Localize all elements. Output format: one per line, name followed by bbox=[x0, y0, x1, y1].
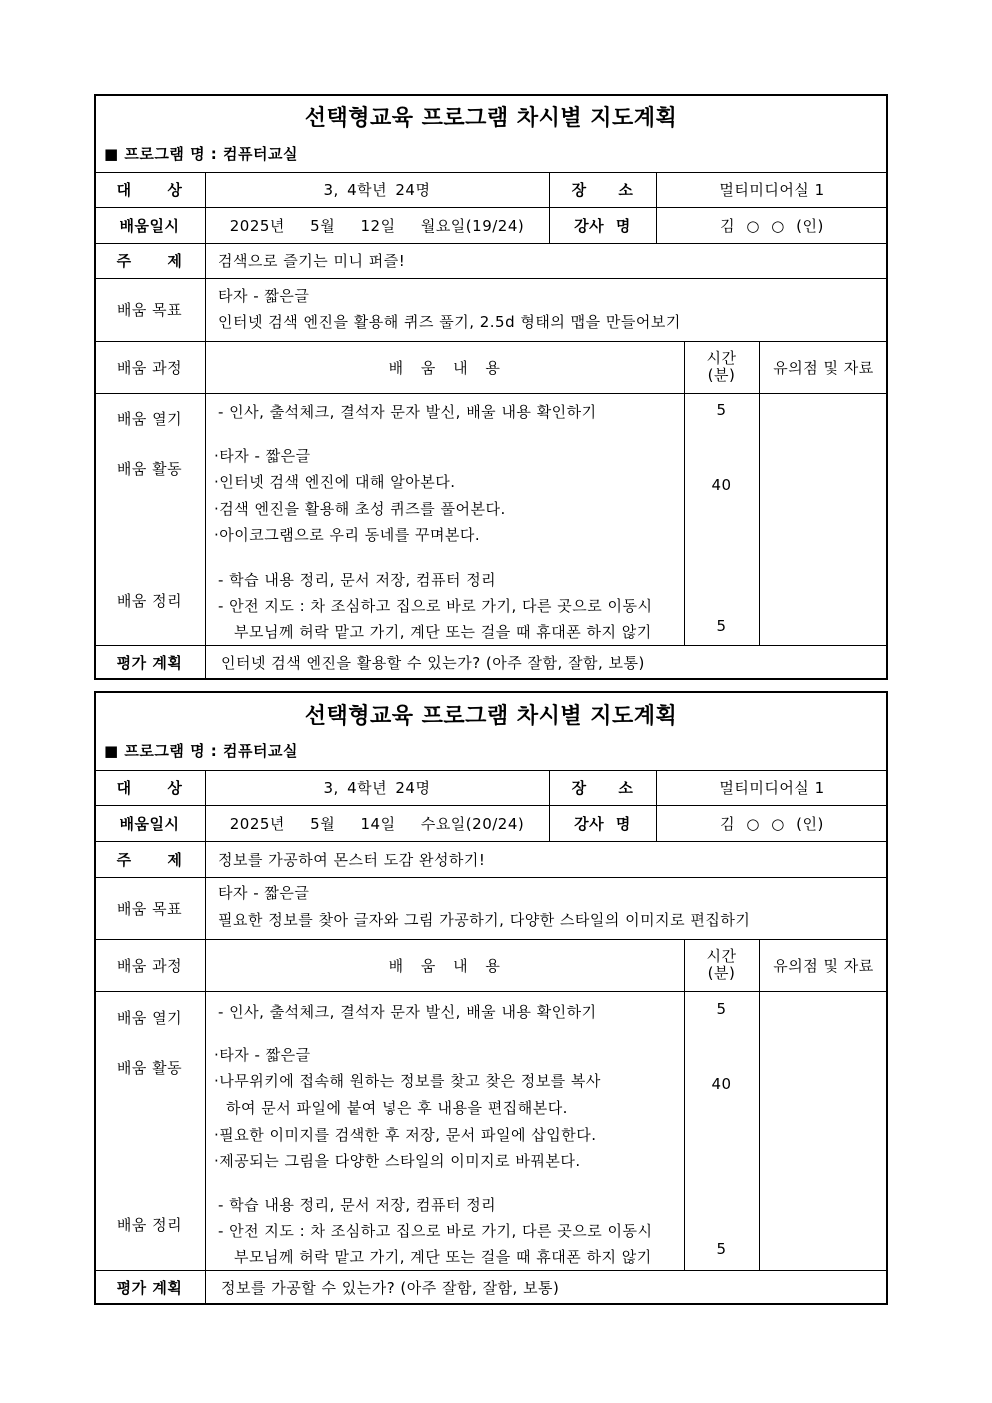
stage-label: 배움 열기 bbox=[116, 1008, 183, 1027]
time-header-line: 시간 bbox=[706, 947, 737, 965]
goal-label: 배움 목표 bbox=[116, 301, 183, 319]
content-line: 부모님께 허락 맡고 가기, 계단 또는 걸을 때 휴대폰 하지 않기 bbox=[234, 623, 652, 641]
table-rule bbox=[94, 991, 888, 992]
time-header-unit: (분) bbox=[707, 964, 736, 982]
instructor-value: 김 ○ ○ (인) bbox=[720, 814, 824, 833]
stage-label: 배움 활동 bbox=[116, 459, 183, 478]
content-line: 하여 문서 파일에 붙여 넣은 후 내용을 편집해본다. bbox=[226, 1099, 568, 1117]
target-label: 대 상 bbox=[116, 181, 183, 199]
instructor-label: 강사 명 bbox=[574, 216, 631, 235]
place-label: 장 소 bbox=[571, 779, 634, 797]
table-rule bbox=[94, 278, 888, 279]
target-label: 대 상 bbox=[116, 779, 183, 797]
lesson-plan-table-2 bbox=[94, 691, 888, 1305]
time-header bbox=[684, 341, 759, 393]
evaluation-value: 인터넷 검색 엔진을 활용할 수 있는가? (아주 잘함, 잘함, 보통) bbox=[221, 654, 645, 672]
topic-label: 주 제 bbox=[116, 252, 183, 270]
table-rule bbox=[94, 877, 888, 878]
plan-title: 선택형교육 프로그램 차시별 지도계획 bbox=[304, 105, 678, 131]
content-header: 배 움 내 용 bbox=[388, 358, 501, 377]
content-line: ·타자 - 짧은글 bbox=[214, 1046, 311, 1064]
stage-header: 배움 과정 bbox=[116, 956, 183, 975]
table-rule bbox=[94, 393, 888, 394]
content-line: ·타자 - 짧은글 bbox=[214, 447, 311, 465]
place-value: 멀티미디어실 1 bbox=[719, 779, 825, 797]
content-line: ·필요한 이미지를 검색한 후 저장, 문서 파일에 삽입한다. bbox=[214, 1126, 597, 1144]
time-header-unit: (분) bbox=[707, 366, 736, 384]
time-value: 40 bbox=[711, 476, 732, 494]
content-header: 배 움 내 용 bbox=[388, 956, 501, 975]
program-name: ■ 프로그램 명 : 컴퓨터교실 bbox=[104, 145, 298, 163]
target-value: 3, 4학년 24명 bbox=[323, 181, 431, 199]
stage-label: 배움 활동 bbox=[116, 1058, 183, 1077]
content-line: 부모님께 허락 맡고 가기, 계단 또는 걸을 때 휴대폰 하지 않기 bbox=[234, 1248, 652, 1266]
stage-label: 배움 열기 bbox=[116, 409, 183, 428]
lesson-plan-table-1 bbox=[94, 94, 888, 680]
content-line: ·제공되는 그림을 다양한 스타일의 이미지로 바꿔본다. bbox=[214, 1152, 581, 1170]
date-label: 배움일시 bbox=[119, 216, 180, 235]
date-value: 2025년 5월 14일 수요일(20/24) bbox=[229, 814, 525, 833]
place-label: 장 소 bbox=[571, 181, 634, 199]
content-line: - 안전 지도 : 차 조심하고 집으로 바로 가기, 다른 곳으로 이동시 bbox=[218, 1222, 653, 1240]
stage-label: 배움 정리 bbox=[116, 1215, 183, 1234]
program-name: ■ 프로그램 명 : 컴퓨터교실 bbox=[104, 742, 298, 760]
goal-label: 배움 목표 bbox=[116, 899, 183, 918]
time-value: 40 bbox=[711, 1075, 732, 1093]
evaluation-label: 평가 계획 bbox=[116, 1279, 183, 1297]
evaluation-value: 정보를 가공할 수 있는가? (아주 잘함, 잘함, 보통) bbox=[221, 1279, 560, 1297]
instructor-value: 김 ○ ○ (인) bbox=[720, 216, 824, 235]
notes-header: 유의점 및 자료 bbox=[773, 358, 874, 377]
table-rule bbox=[205, 770, 206, 1305]
goal-line: 필요한 정보를 찾아 글자와 그림 가공하기, 다양한 스타일의 이미지로 편집하기 bbox=[218, 911, 751, 929]
topic-label: 주 제 bbox=[116, 850, 183, 869]
time-value: 5 bbox=[716, 617, 727, 635]
time-header-line: 시간 bbox=[706, 349, 737, 367]
topic-value: 정보를 가공하여 몬스터 도감 완성하기! bbox=[218, 850, 486, 869]
target-value: 3, 4학년 24명 bbox=[323, 779, 431, 797]
content-line: - 학습 내용 정리, 문서 저장, 컴퓨터 정리 bbox=[218, 571, 497, 589]
time-value: 5 bbox=[716, 1000, 727, 1018]
content-line: ·나무위키에 접속해 원하는 정보를 찾고 찾은 정보를 복사 bbox=[214, 1072, 601, 1090]
stage-header: 배움 과정 bbox=[116, 358, 183, 377]
time-value: 5 bbox=[716, 401, 727, 419]
goal-line: 타자 - 짧은글 bbox=[218, 287, 310, 305]
evaluation-label: 평가 계획 bbox=[116, 654, 183, 672]
table-rule bbox=[205, 172, 206, 680]
content-line: - 학습 내용 정리, 문서 저장, 컴퓨터 정리 bbox=[218, 1196, 497, 1214]
stage-label: 배움 정리 bbox=[116, 591, 183, 610]
time-header bbox=[684, 939, 759, 991]
content-line: - 안전 지도 : 차 조심하고 집으로 바로 가기, 다른 곳으로 이동시 bbox=[218, 597, 653, 615]
date-label: 배움일시 bbox=[119, 814, 180, 833]
goal-line: 인터넷 검색 엔진을 활용해 퀴즈 풀기, 2.5d 형태의 맵을 만들어보기 bbox=[218, 313, 681, 331]
date-value: 2025년 5월 12일 월요일(19/24) bbox=[229, 216, 525, 235]
content-line: - 인사, 출석체크, 결석자 문자 발신, 배울 내용 확인하기 bbox=[218, 403, 597, 421]
place-value: 멀티미디어실 1 bbox=[719, 181, 825, 199]
time-value: 5 bbox=[716, 1240, 727, 1258]
content-line: ·아이코그램으로 우리 동네를 꾸며본다. bbox=[214, 526, 481, 544]
content-line: ·인터넷 검색 엔진에 대해 알아본다. bbox=[214, 473, 456, 491]
plan-title: 선택형교육 프로그램 차시별 지도계획 bbox=[304, 703, 678, 729]
notes-header: 유의점 및 자료 bbox=[773, 956, 874, 975]
content-line: - 인사, 출석체크, 결석자 문자 발신, 배울 내용 확인하기 bbox=[218, 1003, 597, 1021]
content-line: ·검색 엔진을 활용해 초성 퀴즈를 풀어본다. bbox=[214, 500, 506, 518]
goal-line: 타자 - 짧은글 bbox=[218, 884, 310, 902]
topic-value: 검색으로 즐기는 미니 퍼즐! bbox=[218, 252, 406, 270]
instructor-label: 강사 명 bbox=[574, 814, 631, 833]
